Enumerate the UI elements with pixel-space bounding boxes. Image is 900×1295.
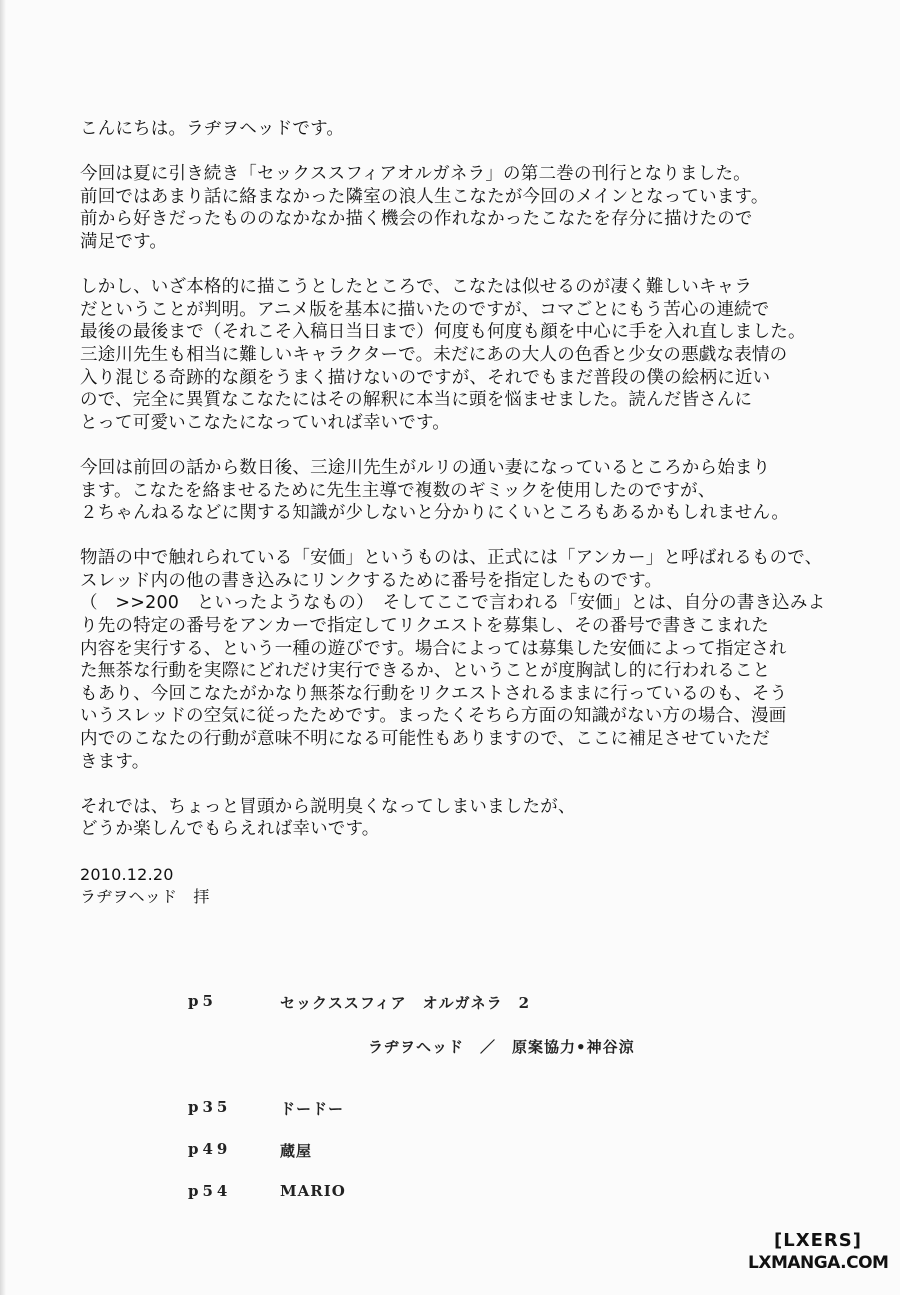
- text-line: 前回ではあまり話に絡まなかった隣室の浪人生こなたが今回のメインとなっています。: [80, 186, 769, 207]
- toc-title: セックススフィア オルガネラ 2: [280, 994, 531, 1012]
- paragraph-1: [80, 163, 860, 253]
- site-watermark: [748, 1230, 888, 1274]
- paragraph-5: [80, 796, 860, 841]
- watermark-brand: [LXERS]: [774, 1230, 862, 1251]
- text-line: 最後の最後まで（それこそ入稿日当日まで）何度も何度も顔を中心に手を入れ直しました。: [80, 322, 806, 343]
- text-line: ２ちゃんねるなどに関する知識が少しないと分かりにくいところもあるかもしれません。: [80, 503, 790, 524]
- text-line: （ >>200 といったようなもの） そしてここで言われる「安価」とは、自分の書き込みよ: [80, 593, 826, 614]
- text-line: 今回は夏に引き続き「セックススフィアオルガネラ」の第二巻の刊行となりました。: [80, 164, 751, 185]
- text-line: スレッド内の他の書き込みにリンクするために番号を指定したものです。: [80, 570, 663, 591]
- text-line: 満足です。: [80, 231, 168, 252]
- toc-page-number: p35: [188, 1098, 232, 1116]
- text-line: 今回は前回の話から数日後、三途川先生がルリの通い妻になっているところから始まり: [80, 457, 771, 478]
- signature-block: [80, 864, 860, 908]
- text-line: それでは、ちょっと冒頭から説明臭くなってしまいましたが、: [80, 796, 576, 817]
- letter-date: 2010.12.20: [80, 864, 174, 884]
- letter-signature: ラヂヲヘッド 拝: [80, 886, 210, 906]
- text-line: 三途川先生も相当に難しいキャラクターで。未だにあの大人の色香と少女の悪戯な表情の: [80, 344, 788, 365]
- toc-title: 蔵屋: [280, 1142, 313, 1160]
- text-line: た無茶な行動を実際にどれだけ実行できるか、ということが度胸試し的に行われること: [80, 661, 771, 682]
- toc-page-number: p5: [188, 992, 217, 1010]
- scan-edge: [0, 0, 6, 1295]
- paragraph-2: [80, 276, 860, 434]
- text-line: り先の特定の番号をアンカーで指定してリクエストを募集し、その番号で書きこまれた: [80, 616, 769, 637]
- text-line: 物語の中で触れられている「安価」というものは、正式には「アンカー」と呼ばれるもので、: [80, 548, 823, 569]
- greeting: [80, 118, 860, 141]
- text-line: ます。こなたを絡ませるために先生主導で複数のギミックを使用したのですが、: [80, 480, 716, 501]
- text-line: 内容を実行する、という一種の遊びです。場合によっては募集した安価によって指定され: [80, 638, 787, 659]
- paragraph-3: [80, 457, 860, 525]
- text-line: 前から好きだったもののなかなか描く機会の作れなかったこなたを存分に描けたので: [80, 209, 753, 230]
- paragraph-4: [80, 547, 860, 773]
- watermark-url: LXMANGA.COM: [748, 1253, 889, 1273]
- text-line: いうスレッドの空気に従ったためです。まったくそちら方面の知識がない方の場合、漫画: [80, 706, 787, 727]
- text-line: 入り混じる奇跡的な顔をうまく描けないのですが、それでもまだ普段の僕の絵柄に近い: [80, 367, 771, 388]
- toc-page-number: p54: [188, 1182, 232, 1200]
- text-line: しかし、いざ本格的に描こうとしたところで、こなたは似せるのが凄く難しいキャラ: [80, 277, 753, 298]
- toc-title: ドードー: [280, 1100, 345, 1118]
- toc-credit: ラヂヲヘッド ／ 原案協力•神谷涼: [368, 1038, 635, 1056]
- text-line: とって可愛いこなたになっていれば幸いです。: [80, 412, 450, 433]
- text-line: 内でのこなたの行動が意味不明になる可能性もありますので、ここに補足させていただ: [80, 729, 770, 750]
- afterword-letter: [80, 118, 860, 908]
- text-line: きます。: [80, 751, 150, 772]
- text-line: もあり、今回こなたがかなり無茶な行動をリクエストされるままに行っているのも、そう: [80, 683, 788, 704]
- greeting-line: こんにちは。ラヂヲヘッドです。: [80, 119, 345, 139]
- toc-title: MARIO: [280, 1182, 346, 1200]
- toc-page-number: p49: [188, 1140, 232, 1158]
- text-line: ので、完全に異質なこなたにはその解釈に本当に頭を悩ませました。読んだ皆さんに: [80, 390, 753, 411]
- text-line: だということが判明。アニメ版を基本に描いたのですが、コマごとにもう苦心の連続で: [80, 299, 770, 320]
- text-line: どうか楽しんでもらえれば幸いです。: [80, 819, 380, 840]
